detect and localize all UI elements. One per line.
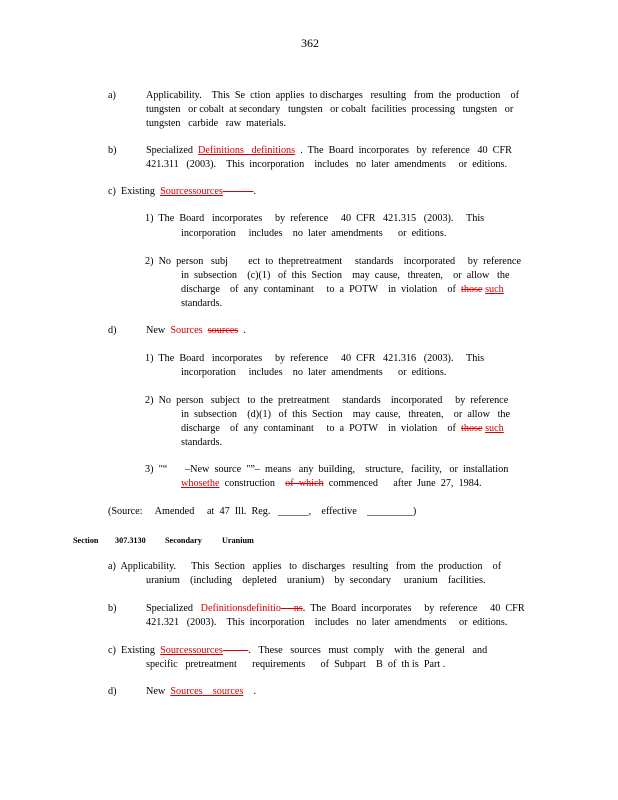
inserted-text: whosethe — [181, 478, 220, 489]
deleted-text: of which — [285, 478, 324, 489]
deleted-text: ns — [280, 603, 303, 614]
item-a-line2: tungsten or cobalt at secondary tungsten or cobalt facilities processing tungsten or — [146, 104, 514, 115]
item-d-line1 — [146, 325, 246, 337]
item-b2-pre: Specialized — [146, 603, 201, 614]
deleted-text — [223, 645, 248, 656]
item-c-post: . — [253, 186, 256, 197]
item-c-line1 — [108, 186, 256, 198]
section-title-word2: Uranium — [222, 536, 254, 545]
item-d3-line1: 3) "“ –New source "”– means any building, structure, facility, or installation — [145, 464, 509, 475]
deleted-text — [223, 186, 254, 197]
item-d-post: . — [238, 325, 246, 336]
section-title-word1: Secondary — [165, 536, 202, 545]
item-c2-line3 — [181, 284, 504, 296]
item-d3-line2-a: construction — [219, 478, 286, 489]
item-d2b-post: . — [243, 686, 257, 697]
inserted-text: Sources — [170, 325, 203, 336]
item-c2-line4: standards. — [181, 298, 223, 309]
item-b-line2: 421.311 (2003). This incorporation includes no later amendments or editions. — [146, 159, 508, 170]
item-a-label: a) — [108, 90, 116, 101]
deleted-text: sources — [207, 325, 239, 336]
item-d1-line2: incorporation includes no later amendments or editions. — [181, 367, 447, 378]
item-c2b-pre: c) Existing — [108, 645, 161, 656]
inserted-text: Definitions definitions — [198, 145, 296, 156]
item-b-pre: Specialized — [146, 145, 199, 156]
item-c2-line1: 2) No person subj ect to thepretreatment standards incorporated by reference — [145, 256, 521, 267]
section-label: Section — [73, 536, 99, 545]
item-d2-line3-text: discharge of any contaminant to a POTW in violation of — [181, 423, 462, 434]
inserted-text: such — [485, 423, 504, 434]
item-c2b-line1 — [108, 645, 487, 657]
item-d2-line4: standards. — [181, 437, 223, 448]
item-c2b-line2: specific pretreatment requirements of Subpart B of th is Part . — [146, 659, 446, 670]
item-b2-post: . The Board incorporates by reference 40 CFR — [302, 603, 525, 614]
item-c-pre: c) Existing — [108, 186, 161, 197]
item-b-post: . The Board incorporates by reference 40 CFR — [295, 145, 512, 156]
inserted-text: Sourcessources — [160, 186, 223, 197]
item-b2-line2: 421.321 (2003). This incorporation includes no later amendments or editions. — [146, 617, 508, 628]
item-c1-line2: incorporation includes no later amendments or editions. — [181, 228, 447, 239]
page-number: 362 — [301, 36, 319, 50]
source-note: (Source: Amended at 47 Ill. Reg. ______, effective _________) — [108, 506, 417, 517]
inserted-text: Sources sources — [170, 686, 244, 697]
item-c2-line2: in subsection (c)(1) of this Section may cause, threaten, or allow the — [181, 270, 510, 281]
item-c2b-post: . These sources must comply with the general and — [248, 645, 488, 656]
item-b2-label: b) — [108, 603, 117, 614]
deleted-text: those — [461, 284, 483, 295]
item-d-pre: New — [146, 325, 171, 336]
deleted-text: those — [461, 423, 483, 434]
item-c2-line3-text: discharge of any contaminant to a POTW in violation of — [181, 284, 462, 295]
item-d2-line1: 2) No person subject to the pretreatment standards incorporated by reference — [145, 395, 509, 406]
item-b2-line1 — [146, 603, 525, 615]
item-d-label: d) — [108, 325, 117, 336]
section-number: 307.3130 — [115, 536, 146, 545]
item-d3-line2-b: commenced after June 27, 1984. — [323, 478, 482, 489]
inserted-text: such — [485, 284, 504, 295]
item-a2-line2: uranium (including depleted uranium) by secondary uranium facilities. — [146, 575, 486, 586]
item-a2-line1: a) Applicability. This Section applies to discharges resulting from the production of — [108, 561, 502, 572]
item-d2-line3 — [181, 423, 504, 435]
item-d2b-pre: New — [146, 686, 171, 697]
item-d1-line1: 1) The Board incorporates by reference 40 CFR 421.316 (2003). This — [145, 353, 485, 364]
item-b-line1 — [146, 145, 512, 157]
inserted-text: Sourcessources — [160, 645, 223, 656]
inserted-text: Definitionsdefinitio — [200, 603, 281, 614]
item-d2-line2: in subsection (d)(1) of this Section may cause, threaten, or allow the — [181, 409, 511, 420]
item-d2b-label: d) — [108, 686, 117, 697]
item-c1-line1: 1) The Board incorporates by reference 40 CFR 421.315 (2003). This — [145, 213, 485, 224]
item-d2b-line1 — [146, 686, 256, 698]
item-b-label: b) — [108, 145, 117, 156]
item-d3-line2 — [181, 478, 482, 490]
item-a-line1: Applicability. This Se ction applies to discharges resulting from the production of — [146, 90, 520, 101]
item-a-line3: tungsten carbide raw materials. — [146, 118, 287, 129]
